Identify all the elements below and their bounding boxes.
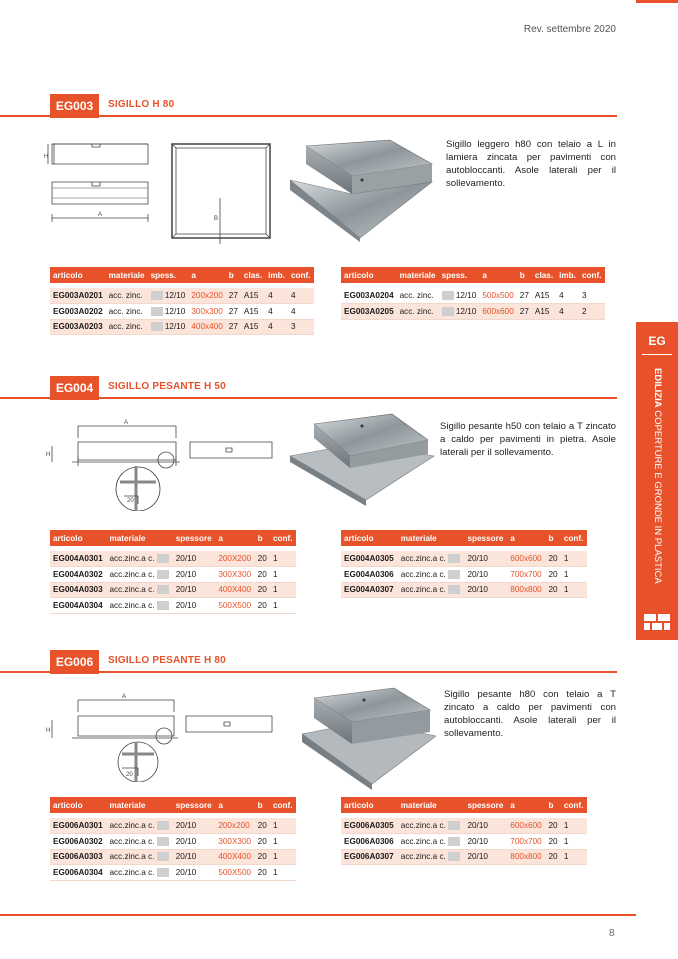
- dim-a-label: A: [98, 212, 103, 218]
- technical-drawing-eg004: [44, 416, 284, 511]
- color-swatch: [157, 585, 169, 594]
- color-swatch: [151, 322, 163, 331]
- section-header-eg006: [0, 650, 617, 674]
- color-swatch: [448, 554, 460, 563]
- color-swatch: [448, 821, 460, 830]
- section-header-eg004: [0, 376, 617, 400]
- technical-drawing-eg006: [44, 690, 284, 782]
- table-row: EG003A0202 acc. zinc. 12/10 300x300 27 A15 4 4: [50, 304, 314, 320]
- color-swatch: [157, 570, 169, 579]
- color-swatch: [151, 291, 163, 300]
- dim-h-label: H: [46, 452, 51, 458]
- table-row: EG006A0307 acc.zinc.a c. 20/10 800x800 20 1: [341, 849, 587, 865]
- col-a: a: [215, 797, 254, 813]
- section-header-eg003: [0, 94, 617, 118]
- color-swatch: [448, 837, 460, 846]
- col-articolo: articolo: [50, 267, 106, 283]
- col-spessore: spessore: [464, 797, 507, 813]
- col-articolo: articolo: [341, 267, 397, 283]
- table-row: EG004A0307 acc.zinc.a c. 20/10 800x800 20 1: [341, 582, 587, 598]
- category-side-tab[interactable]: [636, 322, 678, 640]
- spec-table-eg004-left: [50, 530, 296, 614]
- col-materiale: materiale: [398, 797, 465, 813]
- dim-20-label: 20: [126, 772, 133, 778]
- col-spessore: spessore: [173, 530, 216, 546]
- table-row: EG006A0305 acc.zinc.a c. 20/10 600x600 20 1: [341, 818, 587, 834]
- color-swatch: [157, 852, 169, 861]
- spec-table-eg004-right: [341, 530, 587, 598]
- col-articolo: articolo: [341, 530, 398, 546]
- dim-h-label: H: [46, 728, 51, 734]
- table-row: EG004A0303 acc.zinc.a c. 20/10 400X400 20 1: [50, 582, 296, 598]
- top-accent-bar: [636, 0, 678, 3]
- col-conf: conf.: [579, 267, 605, 283]
- dim-20-label: 20: [127, 498, 134, 504]
- section-code: EG004: [50, 376, 99, 400]
- col-articolo: articolo: [341, 797, 398, 813]
- col-imballo: imb.: [556, 267, 579, 283]
- col-materiale: materiale: [397, 267, 439, 283]
- table-row: EG004A0304 acc.zinc.a c. 20/10 500X500 20 1: [50, 598, 296, 614]
- description-eg003: Sigillo leggero h80 con telaio a L in lamiera zincata per pavimenti con autobloccanti. Asole laterali per il sollevamento.: [446, 139, 616, 189]
- col-articolo: articolo: [50, 530, 106, 546]
- bricks-icon: [644, 614, 670, 630]
- col-materiale: materiale: [106, 267, 148, 283]
- col-a: a: [479, 267, 516, 283]
- table-row: EG006A0306 acc.zinc.a c. 20/10 700x700 20 1: [341, 834, 587, 850]
- footer-rule: [0, 914, 636, 916]
- dim-a-label: A: [124, 420, 129, 426]
- table-row: EG004A0301 acc.zinc.a c. 20/10 200X200 20 1: [50, 551, 296, 567]
- col-materiale: materiale: [398, 530, 465, 546]
- spec-table-eg006-left: [50, 797, 296, 881]
- table-row: EG006A0301 acc.zinc.a c. 20/10 200x200 20 1: [50, 818, 296, 834]
- col-conf: conf.: [288, 267, 314, 283]
- col-imballo: imb.: [265, 267, 288, 283]
- col-conf: conf.: [561, 797, 587, 813]
- col-conf: conf.: [270, 797, 296, 813]
- color-swatch: [448, 585, 460, 594]
- col-materiale: materiale: [106, 530, 172, 546]
- description-eg004: Sigillo pesante h50 con telaio a T zincato a caldo per pavimenti in pietra. Asole laterali per il sollevamento.: [440, 421, 616, 458]
- col-b: b: [226, 267, 241, 283]
- table-row: EG006A0303 acc.zinc.a c. 20/10 400X400 20 1: [50, 849, 296, 865]
- spec-table-eg006-right: [341, 797, 587, 865]
- product-photo-eg003: [286, 138, 436, 242]
- col-b: b: [255, 530, 270, 546]
- category-code: EG: [648, 334, 666, 348]
- color-swatch: [448, 570, 460, 579]
- table-row: EG003A0201 acc. zinc. 12/10 200x200 27 A15 4 4: [50, 288, 314, 304]
- table-row: EG006A0304 acc.zinc.a c. 20/10 500X500 20 1: [50, 865, 296, 881]
- col-a: a: [215, 530, 254, 546]
- color-swatch: [157, 601, 169, 610]
- product-photo-eg006: [298, 686, 438, 790]
- dim-h-label: H: [44, 154, 49, 160]
- color-swatch: [151, 307, 163, 316]
- color-swatch: [442, 291, 454, 300]
- col-b: b: [545, 797, 560, 813]
- col-materiale: materiale: [106, 797, 172, 813]
- col-spessore: spessore: [464, 530, 507, 546]
- category-label: EDILIZIA COPERTURE E GRONDE IN PLASTICA: [652, 368, 663, 584]
- section-code: EG006: [50, 650, 99, 674]
- table-row: EG004A0302 acc.zinc.a c. 20/10 300X300 20 1: [50, 567, 296, 583]
- description-eg006: Sigillo pesante h80 con telaio a T zincato a caldo per pavimenti con autobloccanti. Asole laterali per il sollevamento.: [444, 689, 616, 739]
- col-spessore: spess.: [148, 267, 189, 283]
- section-title: SIGILLO PESANTE H 80: [108, 655, 226, 666]
- spec-table-eg003-left: [50, 267, 314, 335]
- product-photo-eg004: [288, 410, 436, 514]
- col-classe: clas.: [241, 267, 265, 283]
- dim-a-label: A: [122, 694, 127, 700]
- dim-b-label: B: [214, 216, 219, 222]
- color-swatch: [157, 837, 169, 846]
- color-swatch: [157, 821, 169, 830]
- page-number: 8: [609, 928, 615, 939]
- table-row: EG006A0302 acc.zinc.a c. 20/10 300X300 20 1: [50, 834, 296, 850]
- section-code: EG003: [50, 94, 99, 118]
- spec-table-eg003-right: [341, 267, 605, 320]
- col-conf: conf.: [561, 530, 587, 546]
- col-conf: conf.: [270, 530, 296, 546]
- col-a: a: [507, 530, 545, 546]
- table-row: EG003A0203 acc. zinc. 12/10 400x400 27 A15 4 3: [50, 319, 314, 335]
- col-a: a: [507, 797, 545, 813]
- color-swatch: [448, 852, 460, 861]
- revision-label: Rev. settembre 2020: [523, 24, 616, 35]
- col-b: b: [255, 797, 270, 813]
- col-spessore: spessore: [173, 797, 216, 813]
- col-a: a: [188, 267, 225, 283]
- col-b: b: [545, 530, 560, 546]
- technical-drawing-eg003: [44, 138, 284, 248]
- color-swatch: [157, 868, 169, 877]
- col-b: b: [517, 267, 532, 283]
- col-articolo: articolo: [50, 797, 106, 813]
- table-row: EG003A0204 acc. zinc. 12/10 500x500 27 A15 4 3: [341, 288, 605, 304]
- col-spessore: spess.: [439, 267, 480, 283]
- section-title: SIGILLO PESANTE H 50: [108, 381, 226, 392]
- table-row: EG003A0205 acc. zinc. 12/10 600x600 27 A15 4 2: [341, 304, 605, 320]
- table-row: EG004A0306 acc.zinc.a c. 20/10 700x700 20 1: [341, 567, 587, 583]
- col-classe: clas.: [532, 267, 556, 283]
- section-title: SIGILLO H 80: [108, 99, 175, 110]
- color-swatch: [157, 554, 169, 563]
- color-swatch: [442, 307, 454, 316]
- table-row: EG004A0305 acc.zinc.a c. 20/10 600x600 20 1: [341, 551, 587, 567]
